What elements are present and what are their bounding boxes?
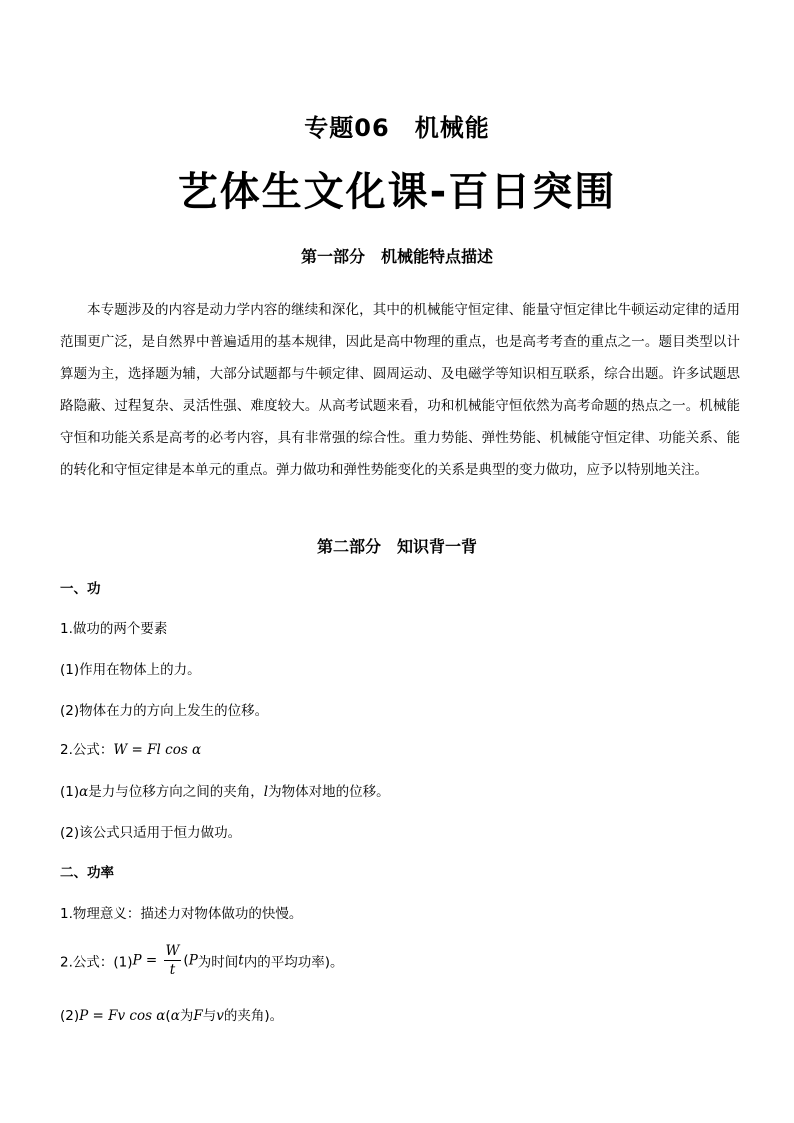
f-symbol: F bbox=[193, 1008, 203, 1024]
section-power-heading: 二、功率 bbox=[60, 865, 114, 881]
t-symbol: t bbox=[238, 952, 244, 969]
power-item3 bbox=[60, 1004, 283, 1024]
part1-title: 第一部分 机械能特点描述 bbox=[300, 247, 493, 266]
work-item2a-prefix: (1) bbox=[60, 784, 80, 800]
fraction-w-over-t bbox=[164, 942, 182, 979]
work-item1: 1.做功的两个要素 bbox=[60, 621, 168, 637]
equals-sign: = bbox=[141, 952, 162, 969]
work-formula: W = Fl cos α bbox=[113, 742, 202, 758]
power-item3-end: 的夹角)。 bbox=[223, 1008, 284, 1024]
power-formula-2: P = Fv cos α bbox=[79, 1008, 166, 1024]
part1-paragraph: 本专题涉及的内容是动力学内容的继续和深化，其中的机械能守恒定律、能量守恒定律比牛顿运动定律的适用范围更广泛，是自然界中普遍适用的基本规律，因此是高中物理的重点，也是高考考查的重点之一。题目类型以计算题为主，选择题为辅，大部分试题都与牛顿定律、圆周运动、及电磁学等知识相互联系，综合出题。许多试题思路隐蔽、过程复杂、灵活性强、难度较大。从高考试题来看，功和机械能守恒依然为高考命题的热点之一。机械能守恒和功能关系是高考的必考内容，具有非常强的综合性。重力势能、弹性势能、机械能守恒定律、功能关系、能的转化和守恒定律是本单元的重点。弹力做功和弹性势能变化的关系是典型的变力做功，应予以特别地关注。 bbox=[60, 302, 740, 478]
power-item3-and: 与 bbox=[202, 1008, 217, 1024]
topic-title: 专题06 机械能 bbox=[304, 114, 490, 142]
p-symbol: P bbox=[132, 952, 142, 969]
part2-title: 第二部分 知识背一背 bbox=[316, 537, 477, 556]
work-item2a-end: 为物体对地的位移。 bbox=[268, 784, 390, 800]
l-symbol: l bbox=[263, 784, 269, 800]
section-work-heading: 一、功 bbox=[60, 581, 101, 597]
alpha-symbol-2: α bbox=[170, 1008, 180, 1024]
power-item3-prefix: (2) bbox=[60, 1008, 80, 1024]
work-formula-label: 2.公式： bbox=[60, 742, 114, 758]
power-item2-mid: 为时间 bbox=[197, 954, 239, 971]
power-item1: 1.物理意义：描述力对物体做功的快慢。 bbox=[60, 906, 303, 922]
work-item2a-mid: 是力与位移方向之间的夹角， bbox=[88, 784, 264, 800]
power-item3-mid: 为 bbox=[179, 1008, 194, 1024]
main-title: 艺体生文化课-百日突围 bbox=[177, 169, 617, 215]
work-item1a: (1)作用在物体上的力。 bbox=[60, 662, 201, 678]
work-item2b: (2)该公式只适用于恒力做功。 bbox=[60, 825, 242, 841]
work-item2a bbox=[60, 780, 390, 800]
work-formula-line bbox=[60, 738, 201, 758]
v-symbol: v bbox=[216, 1008, 224, 1024]
work-item1b: (2)物体在力的方向上发生的位移。 bbox=[60, 703, 269, 719]
alpha-symbol: α bbox=[79, 784, 89, 800]
power-paren-open: ( bbox=[183, 952, 189, 969]
power-item2-end: 内的平均功率)。 bbox=[243, 954, 344, 971]
fraction-numerator: W bbox=[165, 943, 180, 959]
p-symbol-2: P bbox=[188, 952, 198, 969]
power-item3-open: ( bbox=[165, 1008, 171, 1024]
power-formula-label: 2.公式：(1) bbox=[60, 954, 133, 971]
power-formula-line bbox=[60, 942, 344, 979]
fraction-denominator: t bbox=[169, 962, 176, 978]
